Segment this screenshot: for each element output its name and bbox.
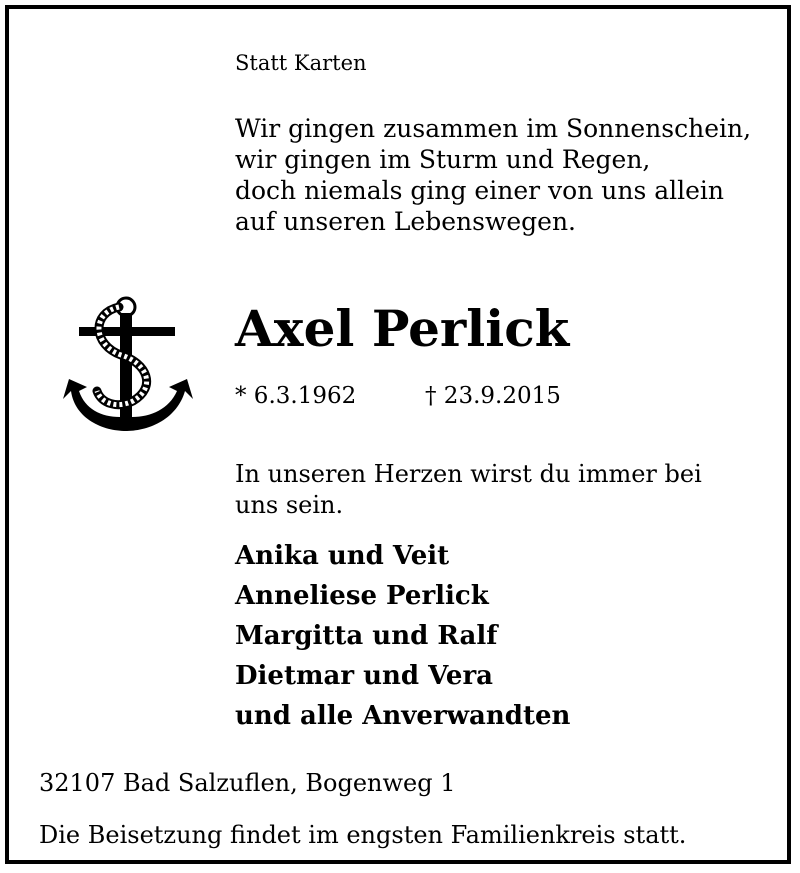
family-member: Margitta und Ralf [235,621,498,651]
poem-line: doch niemals ging einer von uns allein [235,176,725,205]
obituary-frame [5,5,791,864]
family-member: Anneliese Perlick [235,581,489,611]
family-member: Dietmar und Vera [235,661,493,691]
funeral-note: Die Beisetzung findet im engsten Familienkreis statt. [39,821,687,849]
poem-line: Wir gingen zusammen im Sonnenschein, [235,114,752,143]
anchor-icon [61,291,197,441]
poem-line: auf unseren Lebenswegen. [235,207,576,236]
closing-line: In unseren Herzen wirst du immer bei [235,460,702,488]
address: 32107 Bad Salzuflen, Bogenweg 1 [39,769,456,797]
birth-date: * 6.3.1962 [235,383,357,409]
poem [235,113,751,237]
intro-text: Statt Karten [235,51,367,75]
family-member: und alle Anverwandten [235,701,571,731]
deceased-name: Axel Perlick [235,299,570,358]
family-list [235,536,570,736]
family-member: Anika und Veit [235,541,450,571]
closing-text [235,459,702,521]
closing-line: uns sein. [235,491,344,519]
death-date: † 23.9.2015 [425,383,561,409]
poem-line: wir gingen im Sturm und Regen, [235,145,651,174]
